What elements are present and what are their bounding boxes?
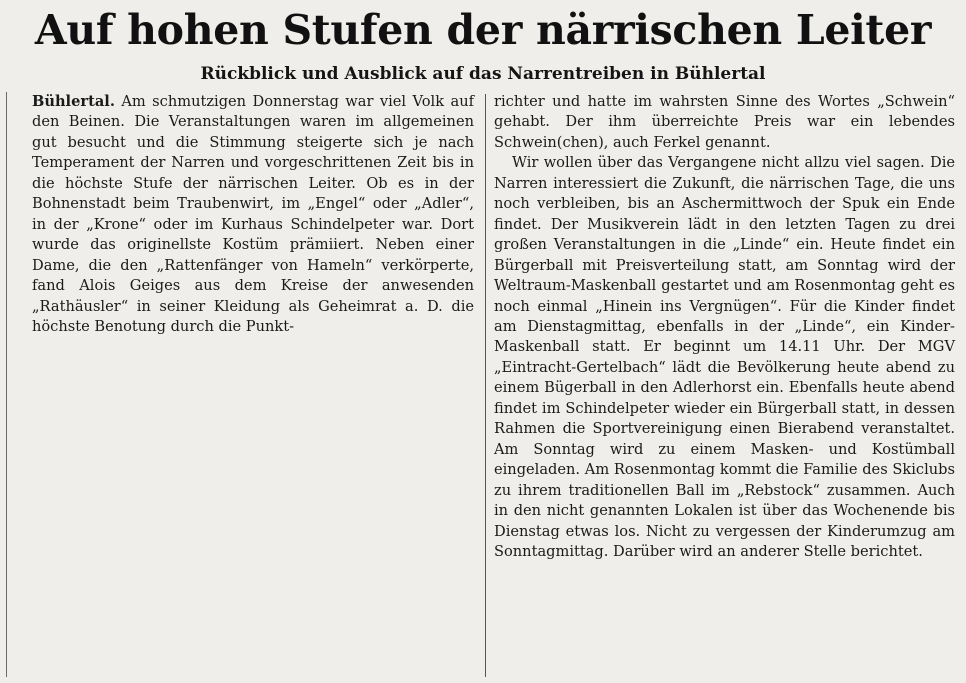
left-column-rule <box>6 92 7 677</box>
headline: Auf hohen Stufen der närrischen Leiter <box>34 6 932 54</box>
article-column-1 <box>32 92 474 337</box>
column-2-paragraph-1: richter und hatte im wahrsten Sinne des Wortes „Schwein“ gehabt. Der ihm überreichte Preis war ein lebendes Schwein(chen), auch Ferkel genannt. <box>494 93 955 151</box>
column-divider <box>485 94 486 677</box>
column-1-text: Am schmutzigen Donnerstag war viel Volk auf den Beinen. Die Veranstaltungen waren im allgemeinen gut besucht und die Stimmung steigerte sich je nach Temperament der Narren und vorgeschrittenen Zeit bis in die höchste Stufe der närrischen Leiter. Ob es in der Bohnenstadt beim Traubenwirt, im „Engel“ oder „Adler“, in der „Krone“ oder im Kurhaus Schindelpeter war. Dort wurde das originellste Kostüm prämiiert. Neben einer Dame, die den „Rattenfänger von Hameln“ verkörperte, fand Alois Geiges aus dem Kreise der anwesenden „Rathäusler“ in seiner Kleidung als Geheimrat a. D. die höchste Benotung durch die Punkt- <box>32 93 474 335</box>
dateline: Bühlertal. <box>32 93 115 110</box>
column-2-paragraph-2: Wir wollen über das Vergangene nicht allzu viel sagen. Die Narren interessiert die Zukunft, die närrischen Tage, die uns noch verbleiben, bis an Aschermittwoch der Spuk ein Ende findet. Der Musikverein lädt in den letzten Tagen zu drei großen Veranstaltungen in die „Linde“ ein. Heute findet ein Bürgerball mit Preisverteilung statt, am Sonntag wird der Weltraum-Maskenball gestartet und am Rosenmontag geht es noch einmal „Hinein ins Vergnügen“. Für die Kinder findet am Dienstagmittag, ebenfalls in der „Linde“, ein Kinder-Maskenball statt. Er beginnt um 14.11 Uhr. Der MGV „Eintracht-Gertelbach“ lädt die Bevölkerung heute abend zu einem Bügerball in den Adlerhorst ein. Ebenfalls heute abend findet im Schindelpeter wieder ein Bürgerball statt, in dessen Rahmen die Sportvereinigung einen Bierabend veranstaltet. Am Sonntag wird zu einem Masken- und Kostümball eingeladen. Am Rosenmontag kommt die Familie des Skiclubs zu ihrem traditionellen Ball im „Rebstock“ zusammen. Auch in den nicht genannten Lokalen ist über das Wochenende bis Dienstag etwas los. Nicht zu vergessen der Kinderumzug am Sonntagmittag. Darüber wird an anderer Stelle berichtet. <box>494 154 955 560</box>
article-column-2 <box>494 92 955 562</box>
subheadline: Rückblick und Ausblick auf das Narrentreiben in Bühlertal <box>200 64 766 84</box>
column-1-paragraph <box>32 92 474 337</box>
